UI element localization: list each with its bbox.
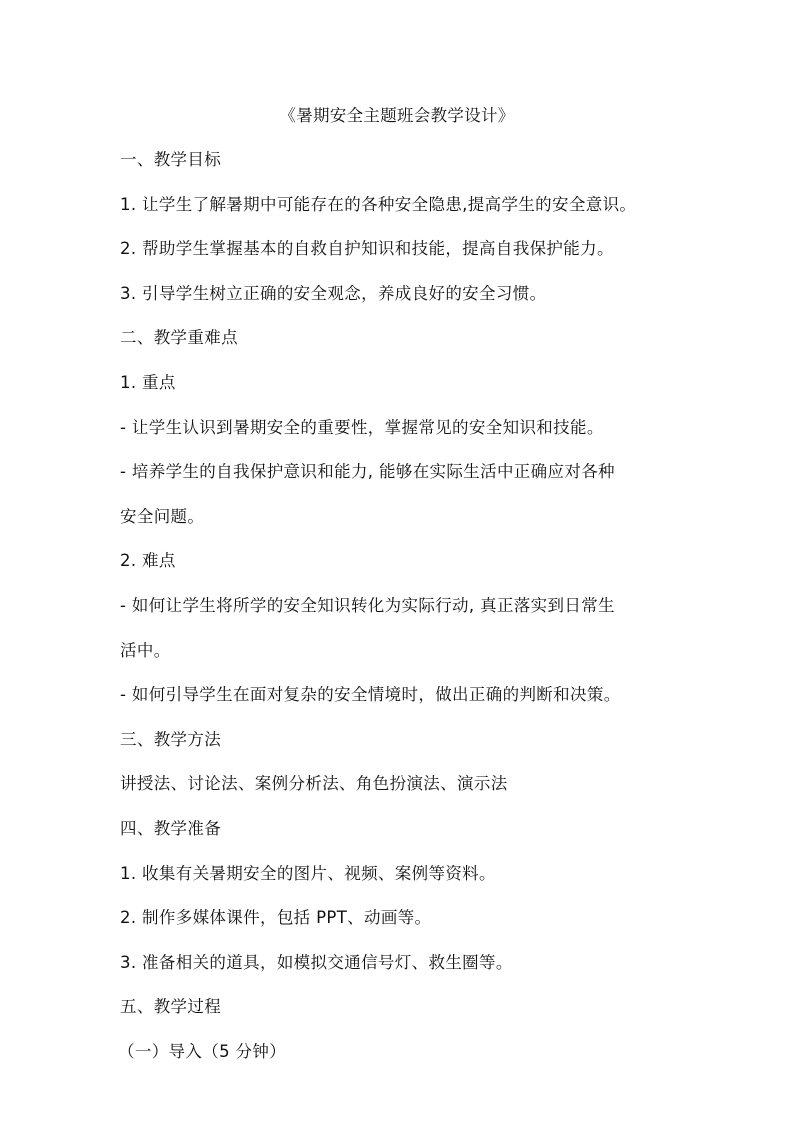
section-heading-methods: 三、教学方法 [120,729,222,749]
preparation-item-1: 1. 收集有关暑期安全的图片、视频、案例等资料。 [120,863,496,883]
document-title: 《暑期安全主题班会教学设计》 [279,106,515,125]
document-body [120,148,685,1084]
objective-item-1: 1. 让学生了解暑期中可能存在的各种安全隐患,提高学生的安全意识。 [120,194,637,214]
section-heading-key-points: 二、教学重难点 [120,328,238,348]
focus-bullet-2-line-1: - 培养学生的自我保护意识和能力, 能够在实际生活中正确应对各种 [120,462,615,482]
preparation-item-3: 3. 准备相关的道具，如模拟交通信号灯、救生圈等。 [120,952,513,972]
process-step-intro: （一）导入（5 分钟） [118,1041,287,1061]
difficulty-bullet-1-line-1: - 如何让学生将所学的安全知识转化为实际行动, 真正落实到日常生 [120,595,615,615]
subheading-difficulty: 2. 难点 [120,551,176,571]
preparation-item-2: 2. 制作多媒体课件，包括 PPT、动画等。 [120,908,432,928]
difficulty-bullet-1-line-2: 活中。 [120,640,171,660]
section-heading-objectives: 一、教学目标 [120,150,222,169]
objective-item-2: 2. 帮助学生掌握基本的自救自护知识和技能，提高自我保护能力。 [120,239,614,259]
section-heading-process: 五、教学过程 [120,997,222,1017]
section-heading-preparation: 四、教学准备 [120,818,222,838]
subheading-focus: 1. 重点 [120,372,176,392]
focus-bullet-2-line-2: 安全问题。 [120,506,205,526]
methods-list: 讲授法、讨论法、案例分析法、角色扮演法、演示法 [120,774,508,794]
difficulty-bullet-2: - 如何引导学生在面对复杂的安全情境时，做出正确的判断和决策。 [120,685,621,705]
objective-item-3: 3. 引导学生树立正确的安全观念，养成良好的安全习惯。 [120,283,547,303]
focus-bullet-1: - 让学生认识到暑期安全的重要性，掌握常见的安全知识和技能。 [120,417,604,437]
